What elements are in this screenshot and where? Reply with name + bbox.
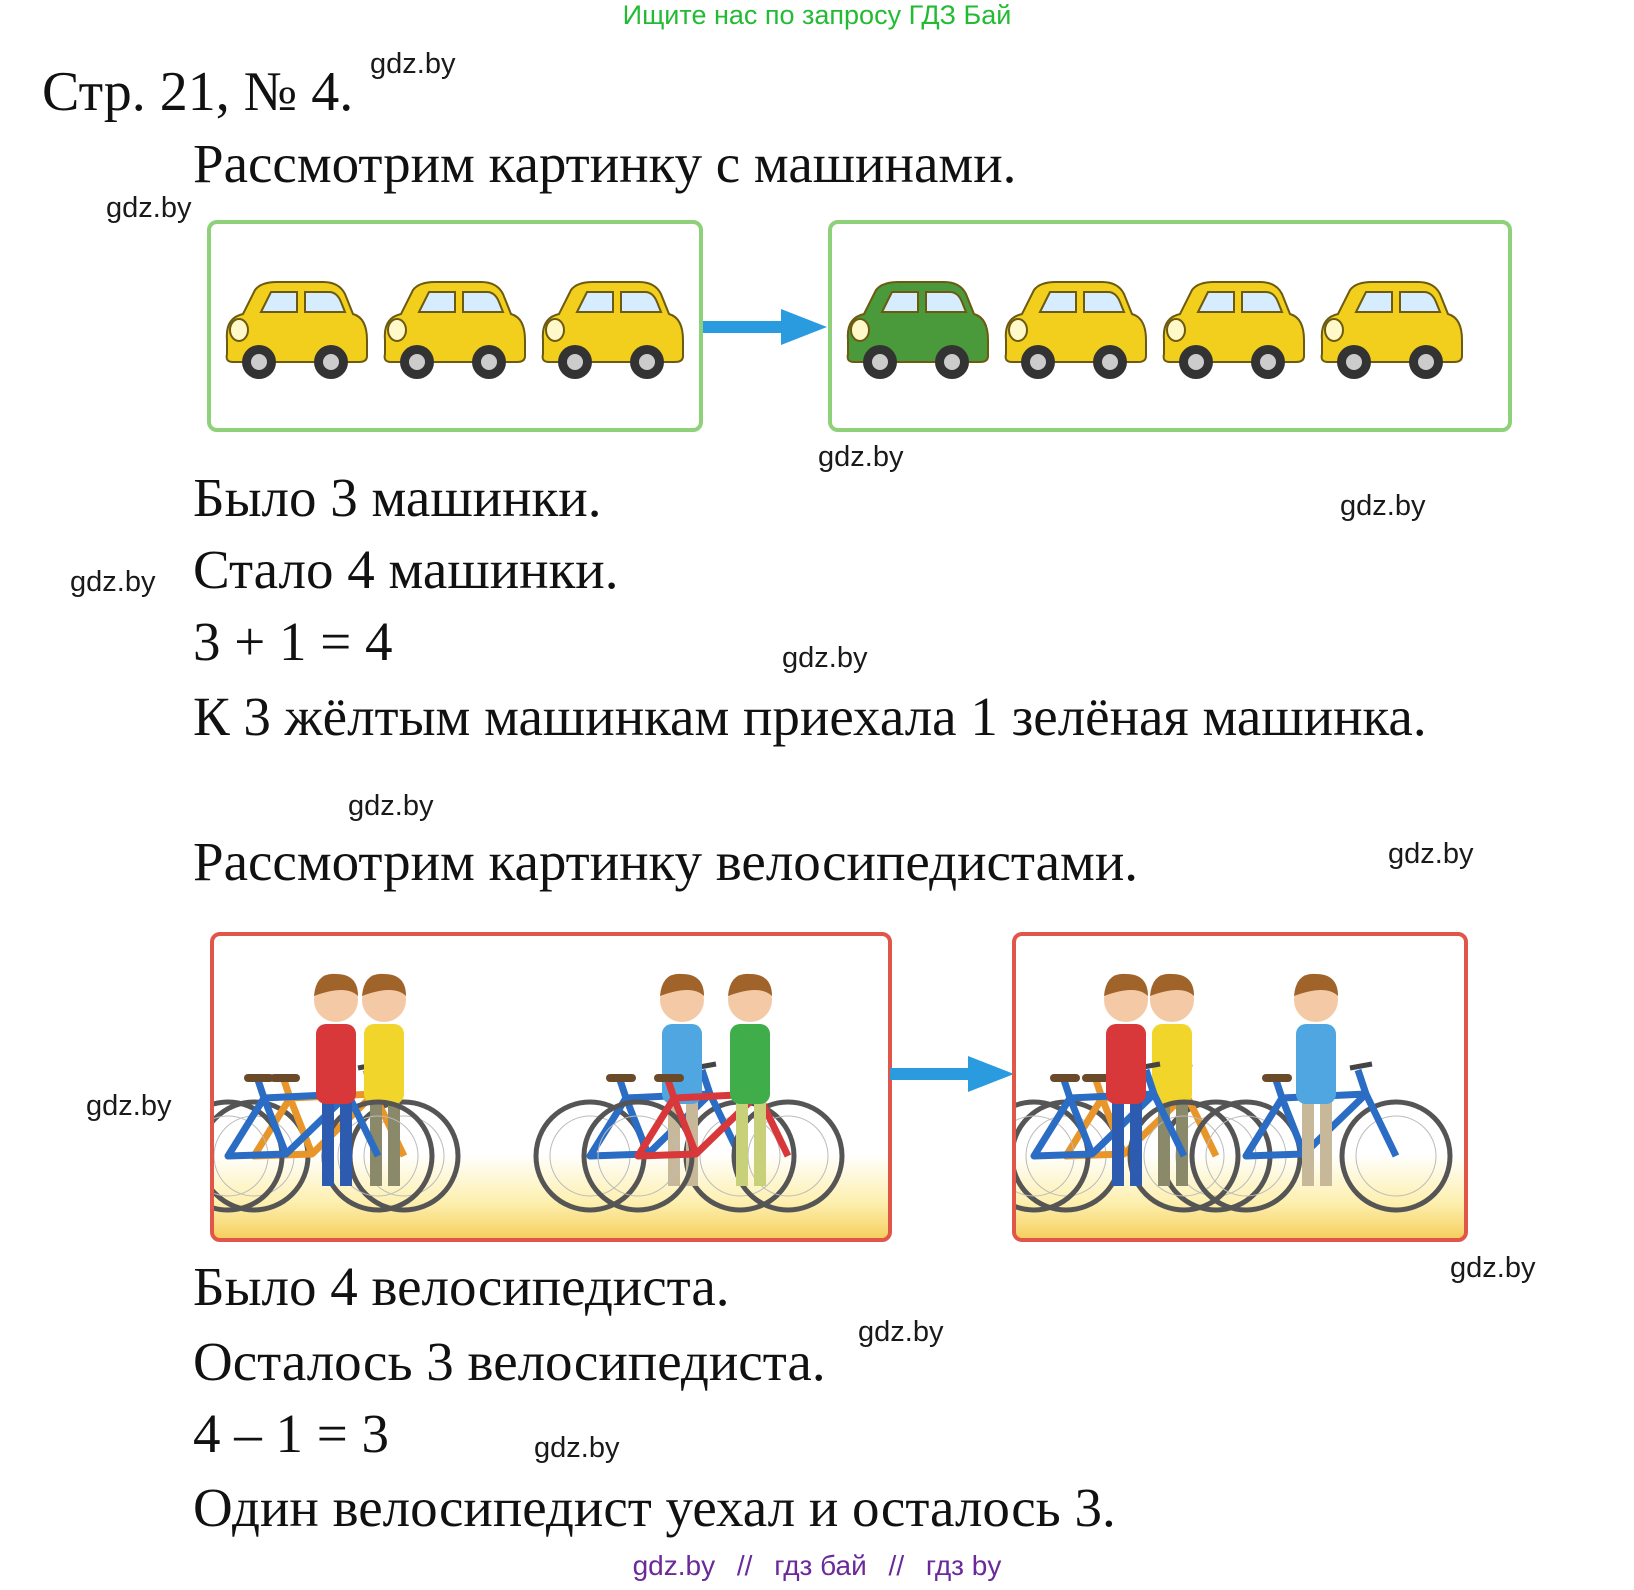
cars-line-before: Было 3 машинки.: [193, 467, 602, 528]
cars-before-illustration: [211, 224, 699, 428]
yellow-car-icon: [543, 282, 683, 379]
bikes-before-panel: [210, 932, 892, 1242]
watermark: gdz.by: [534, 1432, 620, 1464]
yellow-car-icon: [385, 282, 525, 379]
watermark: gdz.by: [1340, 490, 1426, 522]
cars-line-after: Стало 4 машинки.: [193, 539, 619, 600]
green-car-icon: [848, 282, 988, 379]
yellow-car-icon: [1164, 282, 1304, 379]
footer: [0, 1550, 1634, 1582]
footer-separator: //: [736, 1550, 753, 1581]
footer-link-gdz-by-alt[interactable]: гдз by: [925, 1550, 1002, 1581]
cars-intro: Рассмотрим картинку с машинами.: [193, 133, 1017, 194]
cars-conclusion: К 3 жёлтым машинкам приехала 1 зелёная машинка.: [193, 686, 1427, 747]
bikes-after-illustration: [1016, 936, 1464, 1238]
bikes-line-before: Было 4 велосипедиста.: [193, 1256, 730, 1317]
cars-after-panel: [828, 220, 1512, 432]
page-heading: Стр. 21, № 4.: [42, 61, 354, 123]
watermark: gdz.by: [1388, 838, 1474, 870]
footer-link-gdz-bai[interactable]: гдз бай: [774, 1550, 867, 1581]
cars-before-panel: [207, 220, 703, 432]
watermark: gdz.by: [70, 566, 156, 598]
bikes-intro: Рассмотрим картинку велосипедистами.: [193, 831, 1139, 892]
cyclist-icon: [362, 974, 406, 1186]
yellow-car-icon: [1006, 282, 1146, 379]
cyclist-icon: [1150, 974, 1194, 1186]
watermark: gdz.by: [106, 192, 192, 224]
cars-after-illustration: [832, 224, 1508, 428]
yellow-car-icon: [227, 282, 367, 379]
cars-arrow-icon: [703, 305, 831, 349]
bikes-after-panel: [1012, 932, 1468, 1242]
cyclist-icon: [314, 974, 358, 1186]
watermark: gdz.by: [858, 1316, 944, 1348]
yellow-car-icon: [1322, 282, 1462, 379]
watermark: gdz.by: [782, 642, 868, 674]
cars-equation: 3 + 1 = 4: [193, 611, 393, 672]
top-banner: Ищите нас по запросу ГДЗ Бай: [622, 0, 1012, 30]
bikes-before-illustration: [214, 936, 888, 1238]
footer-separator: //: [888, 1550, 905, 1581]
footer-link-gdz-by[interactable]: gdz.by: [632, 1550, 716, 1581]
watermark: gdz.by: [86, 1090, 172, 1122]
watermark: gdz.by: [818, 441, 904, 473]
bikes-conclusion: Один велосипедист уехал и осталось 3.: [193, 1477, 1116, 1538]
watermark: gdz.by: [1450, 1252, 1536, 1284]
bikes-arrow-icon: [890, 1052, 1018, 1096]
watermark: gdz.by: [348, 790, 434, 822]
bikes-line-after: Осталось 3 велосипедиста.: [193, 1331, 826, 1392]
bikes-equation: 4 – 1 = 3: [193, 1403, 390, 1464]
watermark: gdz.by: [370, 48, 456, 80]
